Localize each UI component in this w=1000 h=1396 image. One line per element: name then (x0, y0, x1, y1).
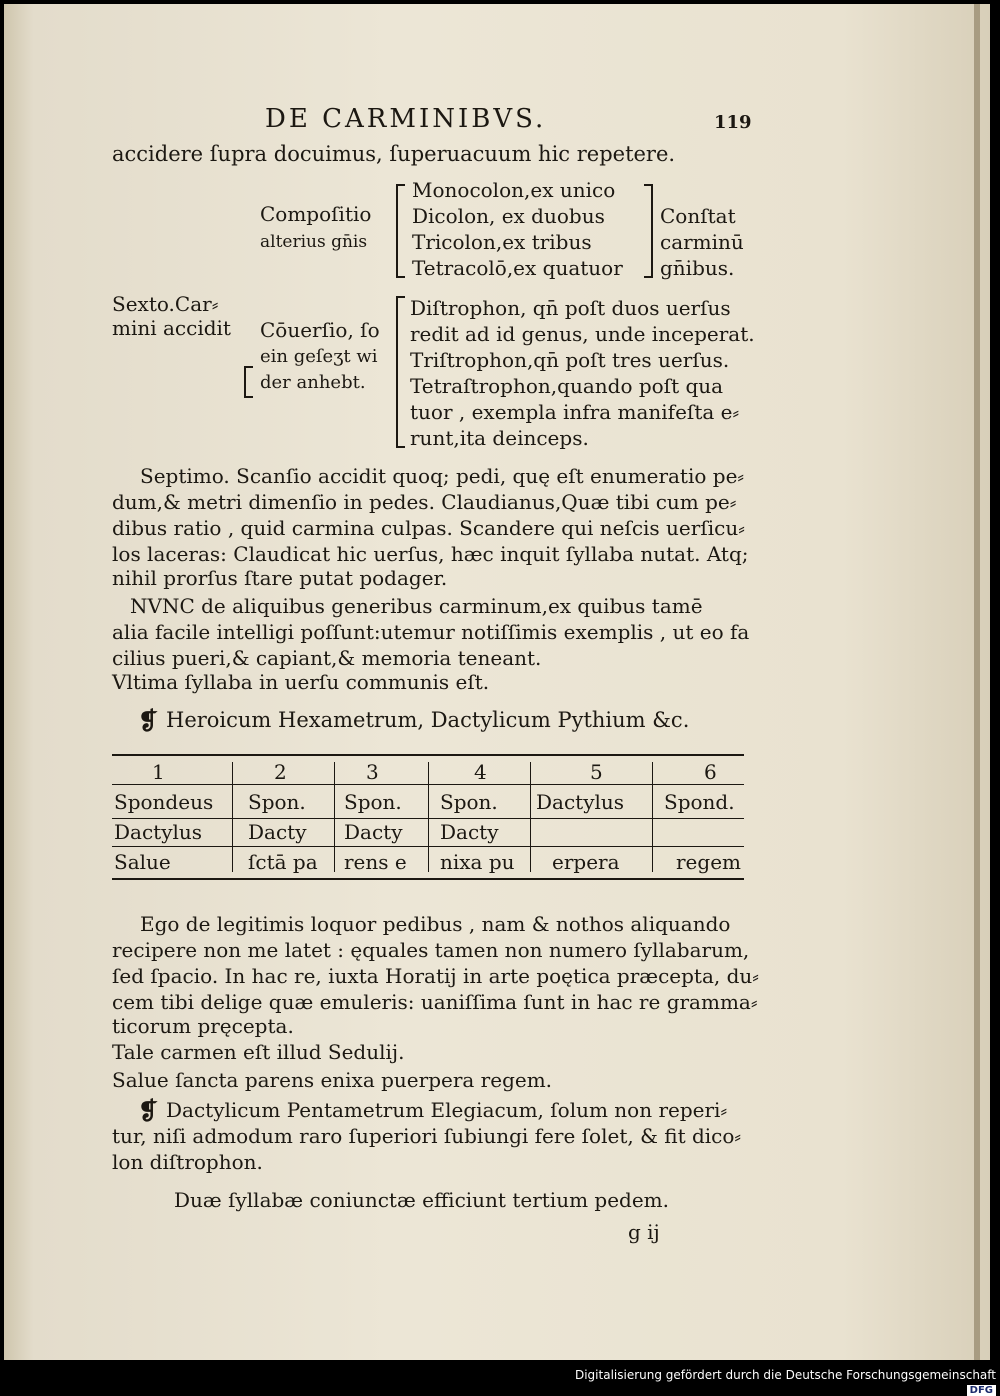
sexto-item-4: Tetraſtrophon,quando poſt qua (410, 374, 724, 398)
sexto-label-1: Sexto.Car⸗ (112, 292, 219, 316)
intro-line: accidere ſupra docuimus, ſuperuacuum hic repetere. (112, 142, 676, 166)
sexto-item-1: Diſtrophon, qn̄ poſt duos uerſus (410, 296, 731, 320)
ego-line-4: cem tibi delige quæ emuleris: uaniſſima ſunt in hac re gramma⸗ (112, 990, 758, 1014)
conversio-2: ein geſeʒt wi (260, 346, 378, 367)
ego-line-3: ſed ſpacio. In hac re, iuxta Horatij in arte poętica præcepta, du⸗ (112, 964, 759, 988)
compositio-right-2: carminū (660, 230, 744, 254)
septimo-line-3: dibus ratio , quid carmina culpas. Scandere qui neſcis uerſicu⸗ (112, 516, 745, 540)
compositio-item-2: Dicolon, ex duobus (412, 204, 605, 228)
nunc-line-2: alia facile intelligi poſſunt:utemur notiſſimis exemplis , ut eo fa (112, 620, 750, 644)
table-header: 3 (366, 760, 379, 784)
table-header: 6 (704, 760, 717, 784)
footer (560, 1368, 996, 1396)
septimo-line-1: Septimo. Scanſio accidit quoq; pedi, quę eſt enumeratio pe⸗ (140, 464, 745, 488)
sexto-item-3: Triſtrophon,qn̄ poſt tres uerſus. (410, 348, 730, 372)
table-header: 2 (274, 760, 287, 784)
heroicum-heading: Heroicum Hexametrum, Dactylicum Pythium &c. (166, 708, 690, 732)
nunc-line-1: NVNC de aliquibus generibus carminum,ex quibus tamē (130, 594, 703, 618)
compositio-item-4: Tetracolō,ex quatuor (412, 256, 623, 280)
table-col-sep (428, 762, 429, 872)
table-col-sep (530, 762, 531, 872)
table-cell: Spond. (664, 790, 735, 814)
table-cell: Dactylus (536, 790, 625, 814)
ego-line-2: recipere non me latet : ęquales tamen non numero ſyllabarum, (112, 938, 750, 962)
compositio-right-1: Conſtat (660, 204, 736, 228)
compositio-item-1: Monocolon,ex unico (412, 178, 616, 202)
footer-text: Digitalisierung gefördert durch die Deutsche Forschungsgemeinschaft (574, 1368, 996, 1382)
sexto-item-2: redit ad id genus, unde inceperat. (410, 322, 755, 346)
table-cell: Dacty (440, 820, 499, 844)
compositio-left-bracket (396, 184, 405, 278)
septimo-line-5: nihil prorſus ſtare putat podager. (112, 566, 448, 590)
compositio-label-1: Compoſitio (260, 202, 372, 226)
ego-line-5: ticorum pręcepta. (112, 1014, 294, 1038)
table-cell: Dacty (248, 820, 307, 844)
compositio-label-2: alterius gn̄is (260, 232, 368, 252)
septimo-line-2: dum,& metri dimenſio in pedes. Claudianus,Quæ tibi cum pe⸗ (112, 490, 737, 514)
table-cell: ſctā pa (248, 850, 318, 874)
sexto-bracket (396, 296, 405, 448)
pilcrow-icon: ❡ (138, 706, 159, 735)
table-cell: rens e (344, 850, 407, 874)
compositio-right-bracket (644, 184, 653, 278)
table-cell: Spon. (344, 790, 402, 814)
table-cell: Salue (114, 850, 171, 874)
table-cell: Spon. (248, 790, 306, 814)
table-header: 5 (590, 760, 603, 784)
table-cell: Spondeus (114, 790, 214, 814)
septimo-line-4: los laceras: Claudicat hic uerſus, hæc inquit ſyllaba nutat. Atq; (112, 542, 749, 566)
signature-mark: g ij (628, 1220, 660, 1244)
table-cell: Spon. (440, 790, 498, 814)
sexto-item-6: runt,ita deinceps. (410, 426, 589, 450)
pentametrum-line-1: Dactylicum Pentametrum Elegiacum, ſolum non reperi⸗ (166, 1098, 728, 1122)
pilcrow-icon: ❡ (138, 1096, 159, 1125)
dfg-logo: DFG (967, 1385, 996, 1396)
table-rule-bottom (112, 878, 744, 880)
conversio-bracket (244, 366, 253, 398)
table-col-sep (652, 762, 653, 872)
running-head: DE CARMINIBVS. (265, 104, 547, 134)
table-header: 4 (474, 760, 487, 784)
table-cell: erpera (552, 850, 620, 874)
tale-line-1: Tale carmen eſt illud Sedulij. (112, 1040, 405, 1064)
conversio-1: Cōuerſio, ſo (260, 318, 380, 342)
pentametrum-line-2: tur, niſi admodum raro ſuperiori ſubiungi fere ſolet, & fit dico⸗ (112, 1124, 742, 1148)
table-cell: Dactylus (114, 820, 203, 844)
compositio-right-3: gn̄ibus. (660, 256, 735, 280)
table-col-sep (334, 762, 335, 872)
closing-line: Duæ ſyllabæ coniunctæ efficiunt tertium pedem. (174, 1188, 669, 1212)
table-header: 1 (152, 760, 165, 784)
compositio-item-3: Tricolon,ex tribus (412, 230, 592, 254)
sexto-item-5: tuor , exempla infra manifeſta e⸗ (410, 400, 740, 424)
table-col-sep (232, 762, 233, 872)
table-rule-top (112, 754, 744, 756)
pentametrum-line-3: lon diſtrophon. (112, 1150, 263, 1174)
tale-line-2: Salue ſancta parens enixa puerpera regem. (112, 1068, 553, 1092)
conversio-3: der anhebt. (260, 372, 366, 393)
sexto-label-2: mini accidit (112, 316, 231, 340)
table-cell: Dacty (344, 820, 403, 844)
page-edge (974, 4, 980, 1360)
nunc-line-4: Vltima ſyllaba in uerſu communis eſt. (112, 670, 490, 694)
table-cell: regem (676, 850, 741, 874)
nunc-line-3: cilius pueri,& capiant,& memoria teneant. (112, 646, 542, 670)
ego-line-1: Ego de legitimis loquor pedibus , nam & nothos aliquando (140, 912, 731, 936)
table-cell: nixa pu (440, 850, 515, 874)
page-number: 119 (714, 112, 752, 133)
